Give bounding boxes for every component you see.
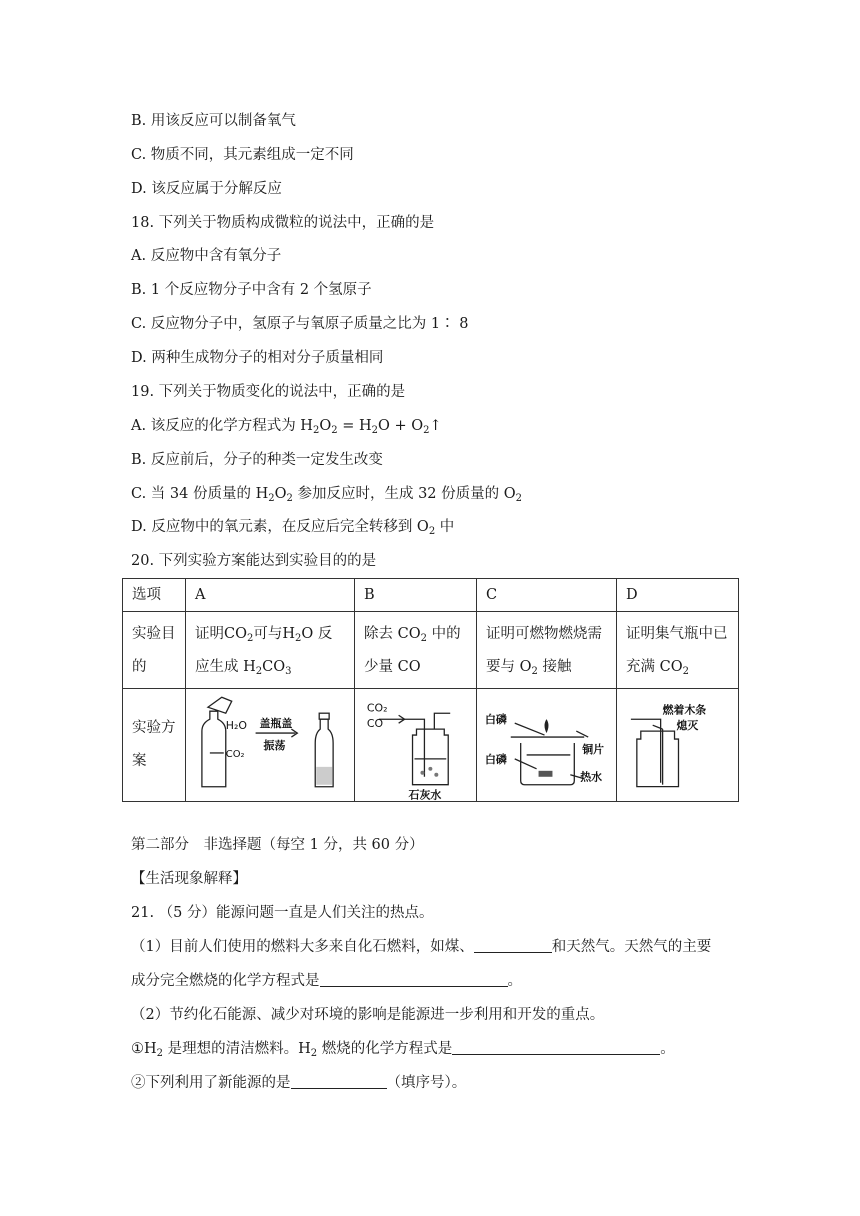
q21-text: 燃烧的化学方程式是: [317, 1041, 453, 1057]
q19-d-text: 中: [435, 519, 455, 535]
q18-option-c: C. 反应物分子中，氢原子与氧原子质量之比为 1∶ 8: [131, 316, 469, 332]
diagram-label: 熄灭: [676, 719, 699, 733]
diagram-label: 燃着木条: [662, 703, 707, 717]
q21-part2: （2）节约化石能源、减少对环境的影响是能源进一步利用和开发的重点。: [131, 1007, 605, 1023]
diagram-label: 石灰水: [408, 788, 442, 801]
q19-c-text: C. 当 34 份质量的 H: [131, 486, 269, 502]
plan-b-diagram: [355, 689, 477, 802]
q19-a-text: A. 该反应的化学方程式为 H: [131, 418, 313, 434]
section-title: 【生活现象解释】: [131, 871, 247, 887]
q19-c-text: O: [274, 486, 287, 502]
subscript: 3: [285, 666, 292, 677]
subscript: 2: [371, 425, 378, 436]
table-row: [123, 689, 739, 802]
diagram-label: CO₂: [225, 748, 245, 760]
q19-a-text: O: [319, 418, 332, 434]
q19-d-text: D. 反应物中的氧元素，在反应后完全转移到 O: [131, 519, 429, 535]
cell-text: 证明CO: [195, 626, 247, 642]
header-cell: D: [617, 579, 739, 612]
answer-blank[interactable]: [474, 938, 552, 953]
cell-text: O 反应生成 H: [195, 626, 333, 675]
diagram-label: CO₂: [366, 701, 388, 715]
subscript: 2: [423, 425, 430, 436]
subscript: 2: [255, 666, 263, 677]
diagram-label: CO: [366, 717, 384, 731]
combustion-diagram: [477, 689, 616, 801]
q17-option-d: D. 该反应属于分解反应: [131, 181, 282, 197]
q19-c-text: 参加反应时，生成 32 份质量的 O: [292, 486, 516, 502]
q18-option-a: A. 反应物中含有氧分子: [131, 248, 282, 264]
purpose-b: [355, 612, 477, 689]
cell-text: 除去 CO: [364, 626, 421, 642]
q19-a-text: = H: [337, 418, 372, 434]
q21-part1: [131, 937, 711, 957]
subscript: 2: [428, 526, 436, 537]
q18-option-b: B. 1 个反应物分子中含有 2 个氢原子: [131, 282, 372, 298]
q21-part2-b: [131, 1073, 466, 1093]
subscript: 2: [420, 633, 427, 644]
table-row: [123, 612, 739, 689]
diagram-label: 盖瓶盖: [259, 717, 293, 731]
answer-blank[interactable]: [452, 1040, 660, 1055]
diagram-label: 白磷: [484, 752, 507, 766]
q21-part2-a: [131, 1039, 675, 1059]
q17-option-c: C. 物质不同，其元素组成一定不同: [131, 147, 354, 163]
q21-part1-cont: [131, 971, 522, 991]
q18-stem: 18. 下列关于物质构成微粒的说法中，正确的是: [131, 215, 435, 231]
cell-text: CO: [262, 659, 286, 675]
q19-option-d: [131, 517, 454, 537]
diagram-label: 铜片: [582, 742, 605, 756]
q18-option-d: D. 两种生成物分子的相对分子质量相同: [131, 350, 384, 366]
up-arrow: ↑: [429, 418, 442, 434]
part2-title: 第二部分 非选择题（每空 1 分，共 60 分）: [131, 837, 424, 853]
header-cell: 选项: [123, 579, 186, 612]
header-cell: A: [186, 579, 355, 612]
subscript: 2: [531, 666, 538, 677]
purpose-a: [186, 612, 355, 689]
q21-text: 。: [660, 1041, 675, 1057]
q21-text: （1）目前人们使用的燃料大多来自化石燃料，如煤、: [131, 939, 474, 955]
q21-text: ①H: [131, 1041, 157, 1057]
q21-stem: 21. （5 分）能源问题一直是人们关注的热点。: [131, 905, 434, 921]
diagram-label: 振荡: [263, 738, 286, 752]
q19-option-b: B. 反应前后，分子的种类一定发生改变: [131, 452, 383, 468]
cell-text: 证明可燃物燃烧需要与 O: [486, 626, 602, 675]
diagram-label: 热水: [580, 770, 603, 784]
q21-text: （填序号）。: [386, 1075, 467, 1091]
q21-text: 是理想的清洁燃料。H: [163, 1041, 311, 1057]
purpose-label: 实验目的: [123, 612, 186, 689]
q19-stem: 19. 下列关于物质变化的说法中，正确的是: [131, 384, 406, 400]
q17-option-b: B. 用该反应可以制备氧气: [131, 113, 296, 129]
gas-wash-bottle-diagram: [355, 689, 476, 801]
subscript: 2: [312, 425, 320, 436]
q19-option-c: [131, 484, 522, 504]
cell-text: 接触: [537, 659, 572, 675]
cell-text: 证明集气瓶中已充满 CO: [626, 626, 728, 675]
subscript: 2: [246, 633, 254, 644]
answer-blank[interactable]: [291, 1074, 387, 1089]
q21-text: 成分完全燃烧的化学方程式是: [131, 973, 320, 989]
q20-stem: 20. 下列实验方案能达到实验目的的是: [131, 553, 377, 569]
subscript: 2: [268, 493, 275, 504]
bottle-shake-diagram: [186, 689, 354, 801]
q21-text: ②下列利用了新能源的是: [131, 1075, 291, 1091]
plan-a-diagram: [186, 689, 355, 802]
table-row: [123, 579, 739, 612]
purpose-d: [617, 612, 739, 689]
header-cell: B: [355, 579, 477, 612]
plan-c-diagram: [477, 689, 617, 802]
header-cell: C: [477, 579, 617, 612]
q19-a-text: O + O: [377, 418, 424, 434]
q21-text: 。: [507, 973, 522, 989]
subscript: 2: [156, 1048, 164, 1059]
plan-label: 实验方案: [123, 689, 186, 802]
purpose-c: [477, 612, 617, 689]
q21-text: 和天然气。天然气的主要: [551, 939, 712, 955]
q20-table: [122, 578, 739, 802]
subscript: 2: [331, 425, 338, 436]
diagram-label: H₂O: [225, 719, 247, 733]
gas-jar-diagram: [617, 689, 738, 801]
cell-text: 中的少量 CO: [364, 626, 461, 675]
plan-d-diagram: [617, 689, 739, 802]
subscript: 2: [295, 633, 302, 644]
cell-text: 可与H: [253, 626, 296, 642]
diagram-label: 白磷: [484, 713, 507, 727]
subscript: 2: [515, 493, 523, 504]
q19-option-a: [131, 416, 442, 436]
subscript: 2: [310, 1048, 318, 1059]
answer-blank[interactable]: [320, 972, 508, 987]
subscript: 2: [682, 666, 689, 677]
subscript: 2: [286, 493, 293, 504]
